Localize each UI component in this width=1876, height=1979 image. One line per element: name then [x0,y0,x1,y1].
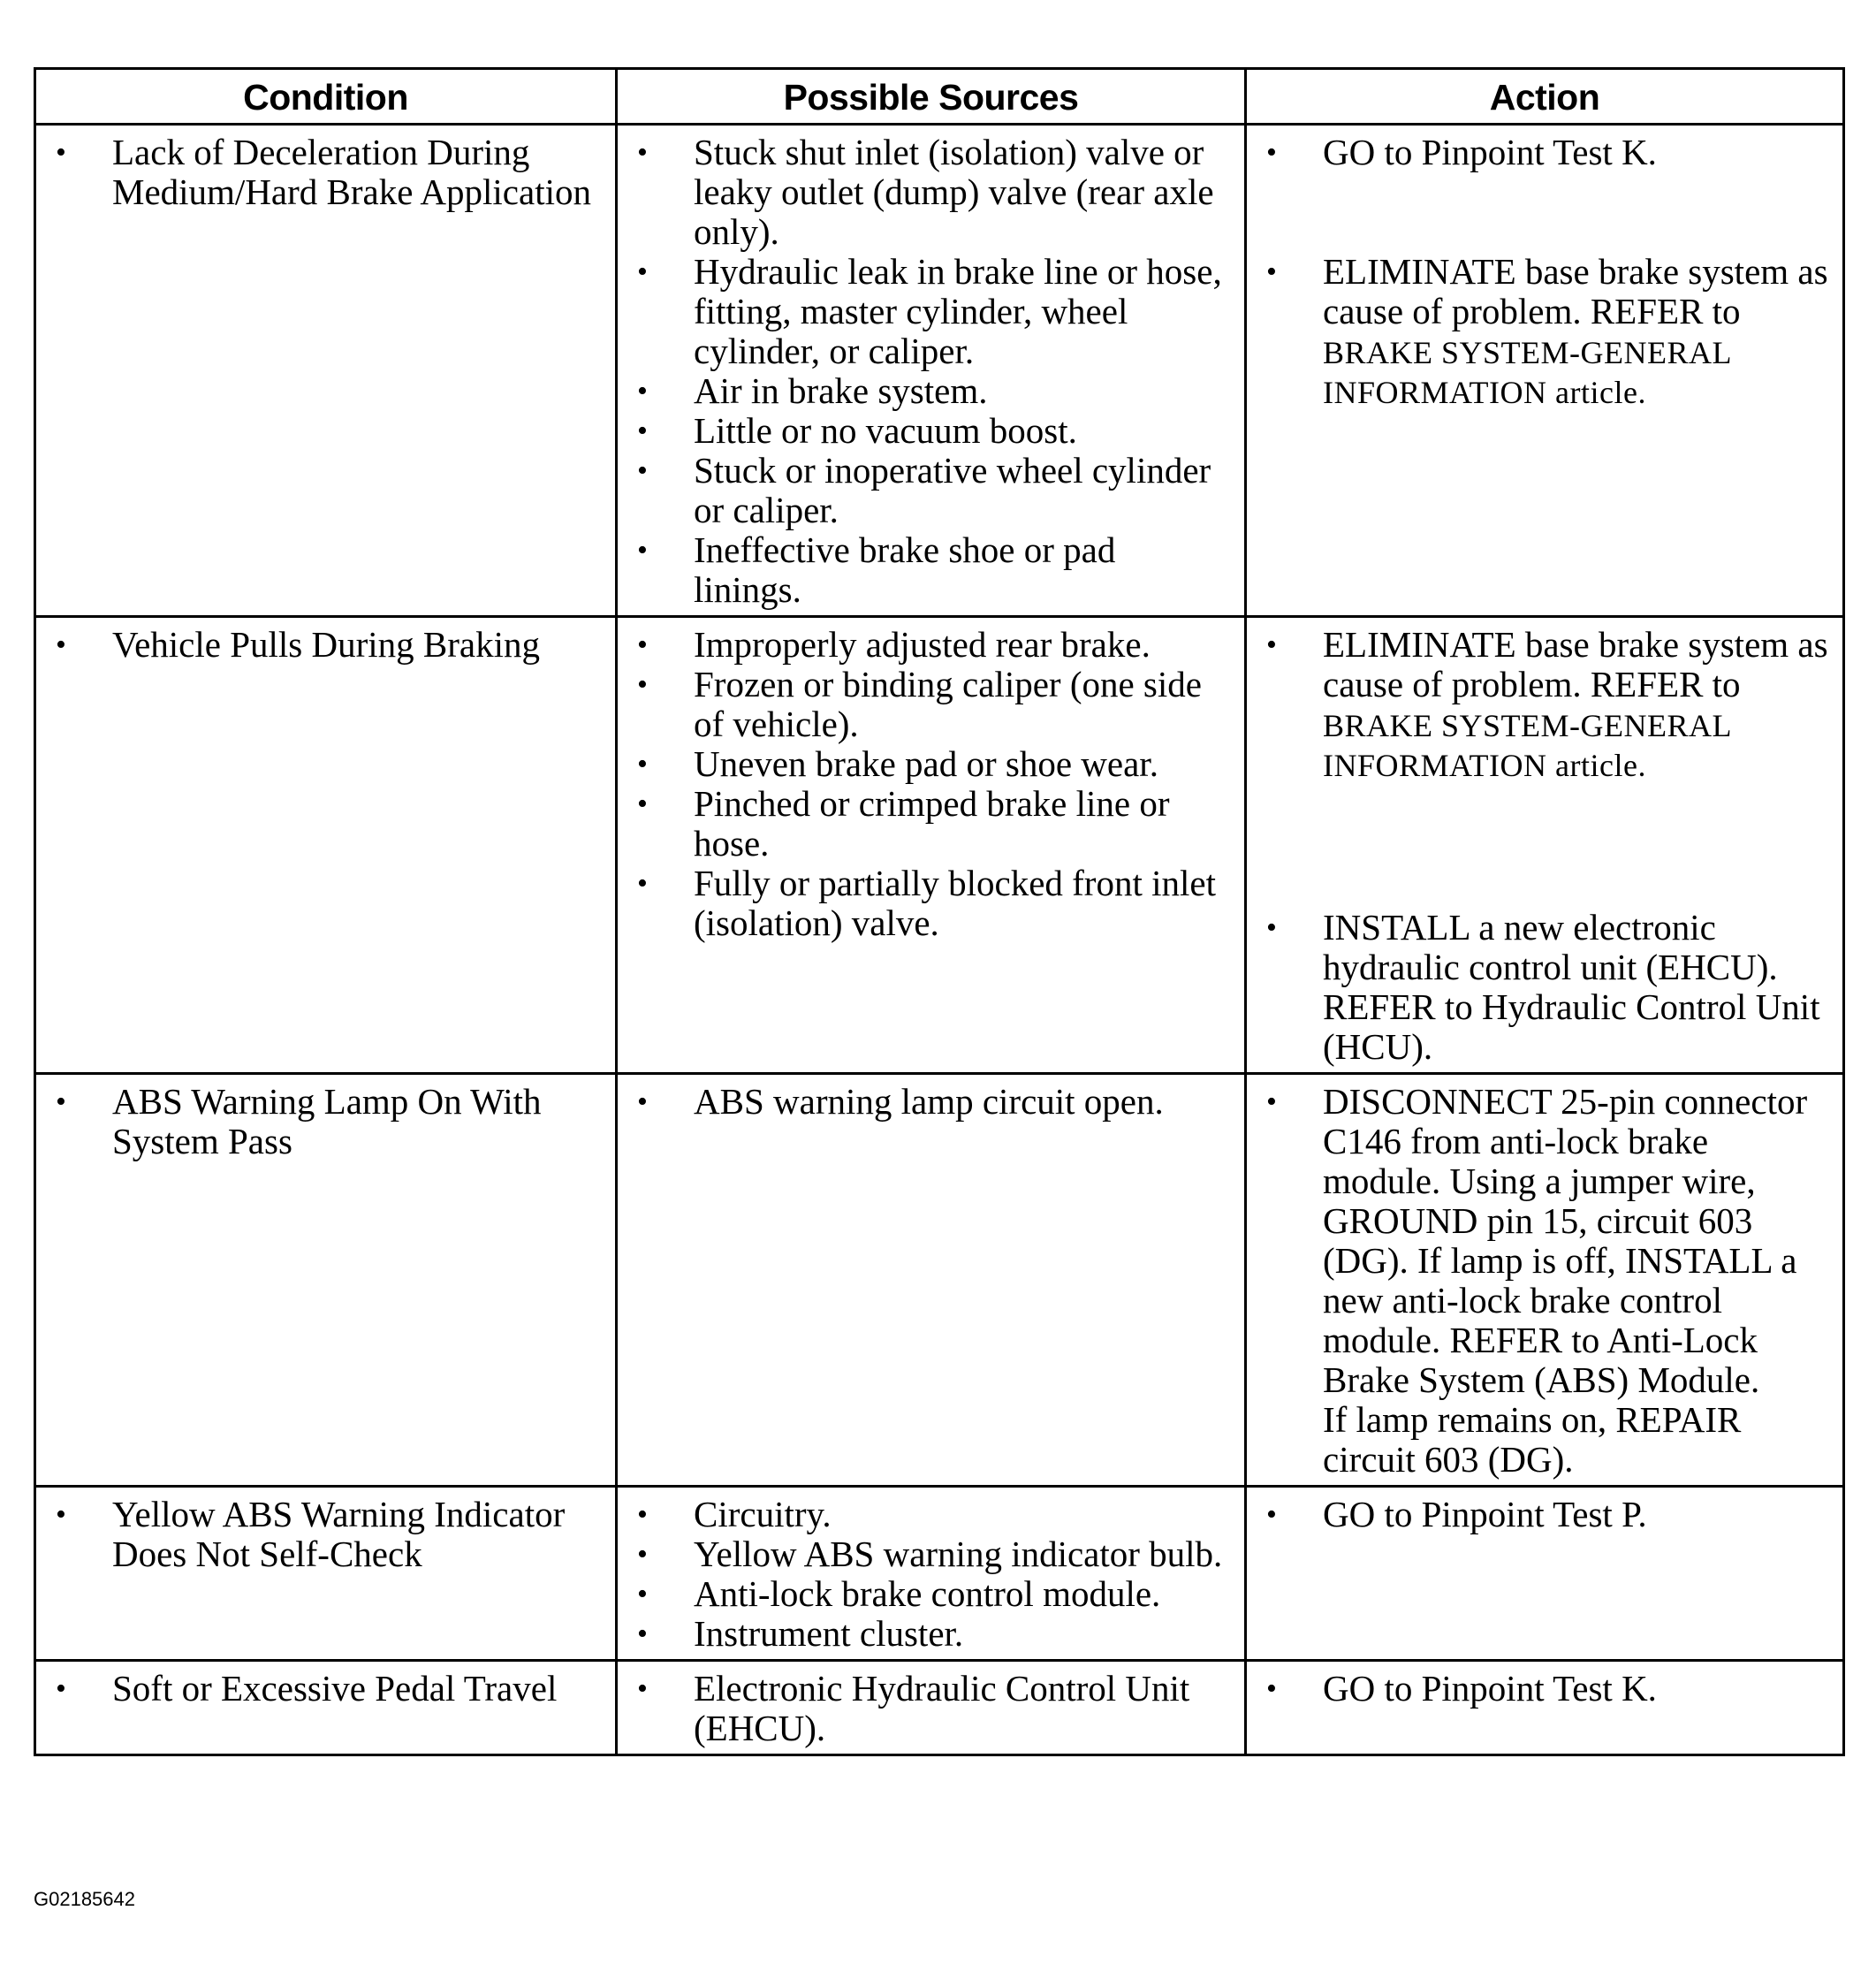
action-extra-text: If lamp remains on, REPAIR circuit 603 (DG). [1323,1399,1742,1480]
condition-text: • Vehicle Pulls During Braking [50,625,603,665]
source-item: • Hydraulic leak in brake line or hose, fitting, master cylinder, wheel cylinder, or caliper. [632,252,1232,371]
table-row [35,617,1844,1074]
condition-cell [35,1487,617,1661]
source-item: • Stuck shut inlet (isolation) valve or leaky outlet (dump) valve (rear axle only). [632,133,1232,252]
condition-text: • Soft or Excessive Pedal Travel [50,1669,603,1709]
table-row [35,1661,1844,1755]
source-item: • Frozen or binding caliper (one side of vehicle). [632,665,1232,744]
sources-cell [617,617,1246,1074]
table-row [35,1074,1844,1487]
action-item: • GO to Pinpoint Test K. [1261,133,1830,172]
sources-cell [617,1487,1246,1661]
source-item: • Little or no vacuum boost. [632,411,1232,451]
action-item: • GO to Pinpoint Test P. [1261,1495,1830,1534]
source-item: • Ineffective brake shoe or pad linings. [632,530,1232,610]
action-item [1261,252,1830,411]
action-item: • INSTALL a new electronic hydraulic control unit (EHCU). REFER to Hydraulic Control Unit (HCU). [1261,908,1830,1067]
source-item: • Pinched or crimped brake line or hose. [632,784,1232,864]
action-item [1261,1082,1830,1480]
sources-cell [617,1074,1246,1487]
sources-cell [617,1661,1246,1755]
action-cell [1246,1074,1844,1487]
condition-cell [35,1074,617,1487]
sources-cell [617,125,1246,617]
action-item: • GO to Pinpoint Test K. [1261,1669,1830,1709]
header-possible-sources: Possible Sources [617,69,1246,125]
source-item: • Uneven brake pad or shoe wear. [632,744,1232,784]
source-item: • Circuitry. [632,1495,1232,1534]
diagnosis-table [34,67,1845,1756]
header-row [35,69,1844,125]
source-item: • Electronic Hydraulic Control Unit (EHCU). [632,1669,1232,1748]
action-text: ELIMINATE base brake system as cause of problem. REFER to [1323,251,1828,331]
condition-cell [35,617,617,1074]
condition-text: • Yellow ABS Warning Indicator Does Not Self-Check [50,1495,603,1574]
condition-text: • ABS Warning Lamp On With System Pass [50,1082,603,1161]
figure-id: G02185642 [34,1888,135,1910]
action-text: ELIMINATE base brake system as cause of problem. REFER to [1323,624,1828,704]
header-action: Action [1246,69,1844,125]
action-cell [1246,617,1844,1074]
action-cell [1246,125,1844,617]
condition-cell [35,125,617,617]
table-row [35,125,1844,617]
action-reference: BRAKE SYSTEM-GENERAL INFORMATION article. [1323,335,1731,410]
action-cell [1246,1487,1844,1661]
table-row [35,1487,1844,1661]
source-item: • Improperly adjusted rear brake. [632,625,1232,665]
action-item [1261,625,1830,784]
action-text: DISCONNECT 25-pin connector C146 from anti-lock brake module. Using a jumper wire, GROUND pin 15, circuit 603 (DG). If lamp is off, INSTALL a new anti-lock brake control module. REFER to Anti-Lock Brake System (ABS) Module. [1323,1081,1808,1400]
condition-text: • Lack of Deceleration During Medium/Hard Brake Application [50,133,603,212]
source-item: • Air in brake system. [632,371,1232,411]
header-condition: Condition [35,69,617,125]
condition-cell [35,1661,617,1755]
action-reference: BRAKE SYSTEM-GENERAL INFORMATION article. [1323,708,1731,783]
source-item: • Instrument cluster. [632,1614,1232,1654]
source-item: • ABS warning lamp circuit open. [632,1082,1232,1122]
source-item: • Anti-lock brake control module. [632,1574,1232,1614]
source-item: • Stuck or inoperative wheel cylinder or caliper. [632,451,1232,530]
source-item: • Yellow ABS warning indicator bulb. [632,1534,1232,1574]
source-item: • Fully or partially blocked front inlet (isolation) valve. [632,864,1232,943]
action-cell [1246,1661,1844,1755]
